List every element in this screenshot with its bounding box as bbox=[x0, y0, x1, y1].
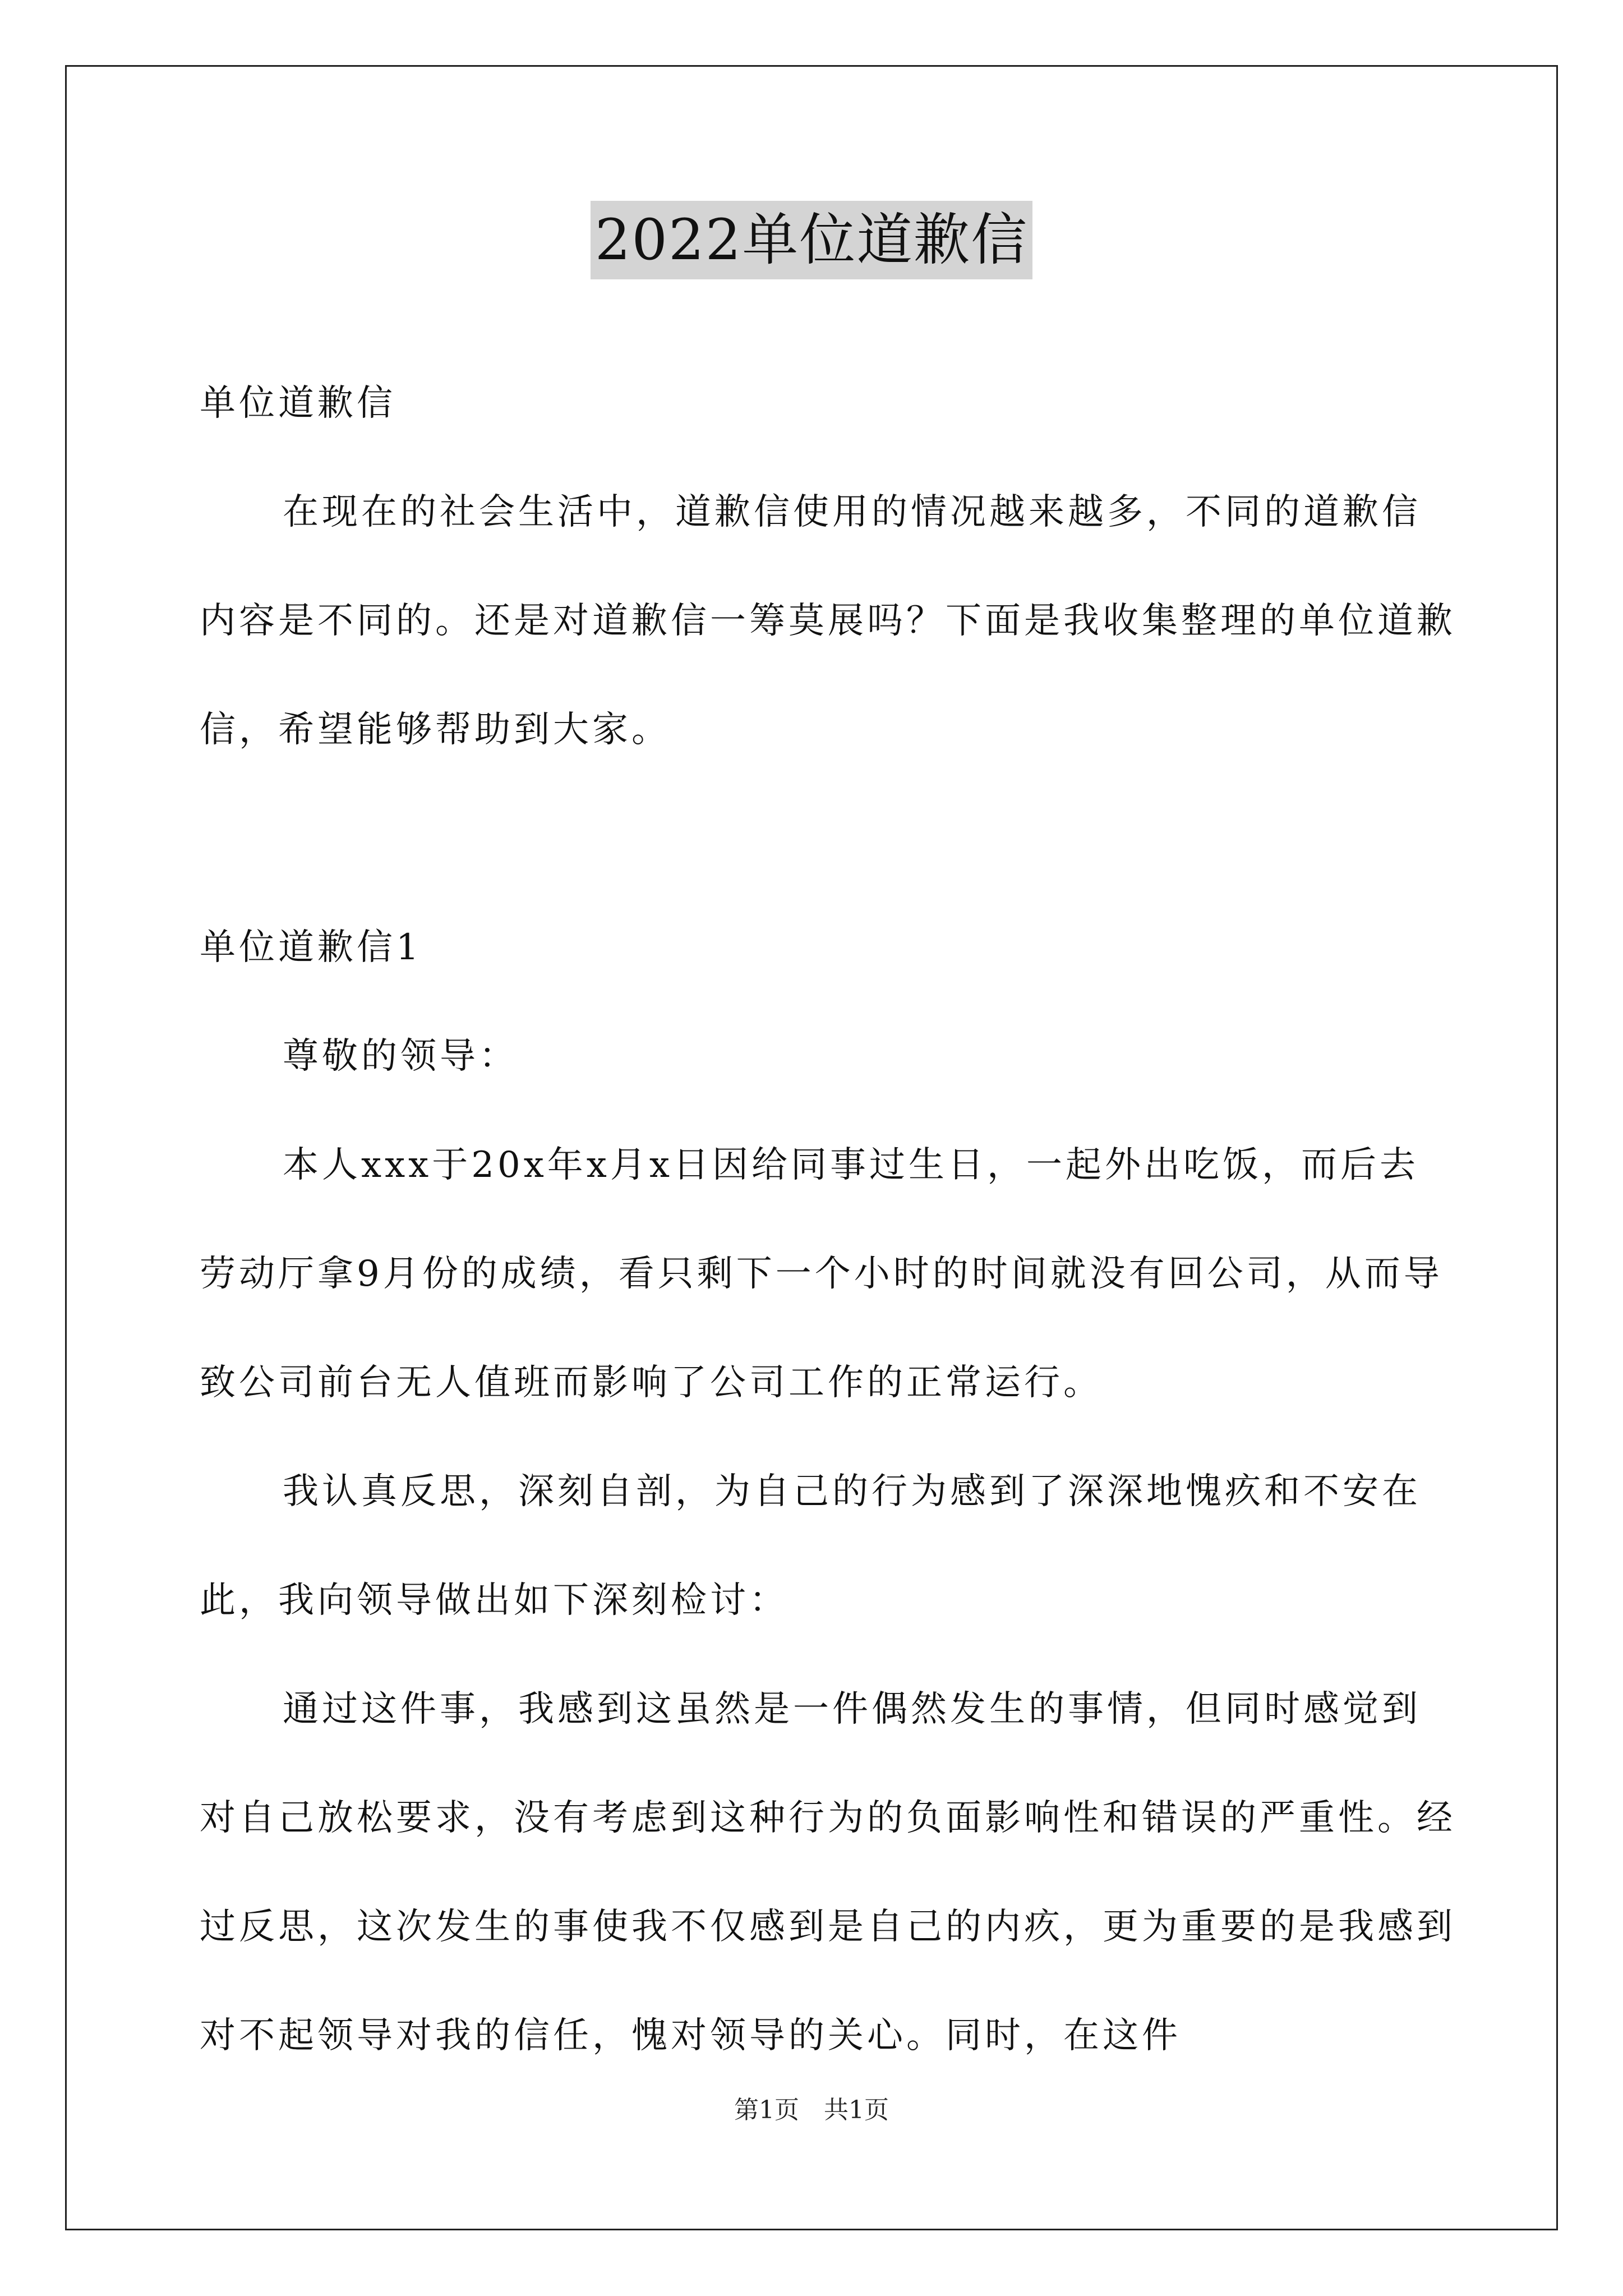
body-paragraph: 我认真反思，深刻自剖，为自己的行为感到了深深地愧疚和不安在此，我向领导做出如下深刻检讨： bbox=[200, 1471, 1421, 1621]
title-container bbox=[0, 201, 1623, 279]
blank-line bbox=[200, 784, 1456, 893]
heading: 单位道歉信 bbox=[200, 383, 396, 424]
section-title: 单位道歉信1 bbox=[200, 927, 422, 968]
body-paragraph: 通过这件事，我感到这虽然是一件偶然发生的事情，但同时感觉到对自己放松要求，没有考虑到这种行为的负面影响性和错误的严重性。经过反思，这次发生的事使我不仅感到是自己的内疚，更为重要的是我感到对不起领导对我的信任，愧对领导的关心。同时，在这件 bbox=[200, 1688, 1456, 2056]
page-number: 第1页 共1页 bbox=[734, 2096, 889, 2124]
document-body bbox=[200, 349, 1456, 2090]
salutation: 尊敬的领导： bbox=[283, 1036, 518, 1077]
intro-paragraph: 在现在的社会生活中，道歉信使用的情况越来越多，不同的道歉信内容是不同的。还是对道歉信一筹莫展吗？下面是我收集整理的单位道歉信，希望能够帮助到大家。 bbox=[200, 491, 1456, 751]
body-paragraph: 本人xxx于20x年x月x日因给同事过生日，一起外出吃饭，而后去劳动厅拿9月份的成绩，看只剩下一个小时的时间就没有回公司，从而导致公司前台无人值班而影响了公司工作的正常运行。 bbox=[200, 1144, 1443, 1404]
document-title: 2022单位道歉信 bbox=[591, 201, 1033, 279]
